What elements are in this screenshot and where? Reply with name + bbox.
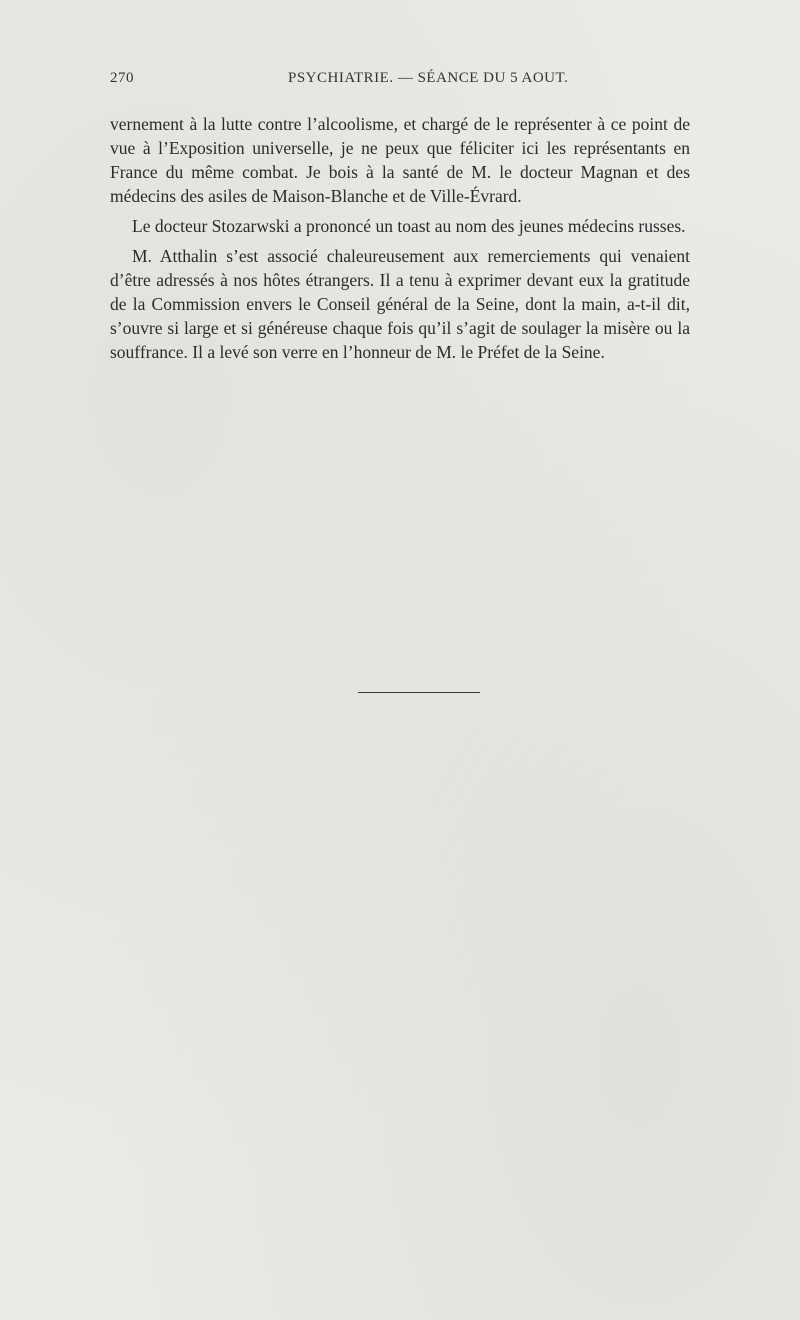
paragraph-stozarwski-toast: Le docteur Stozarwski a prononcé un toast au nom des jeunes médecins russes. (132, 216, 686, 236)
page-header (110, 70, 690, 94)
body-text (110, 112, 690, 364)
running-title: PSYCHIATRIE. — SÉANCE DU 5 AOUT. (288, 70, 569, 86)
page-number: 270 (110, 70, 134, 86)
paragraph-atthalin-remarks: M. Atthalin s’est associé chaleureusement aux remerciements qui venaient d’être adressés à nos hôtes étrangers. Il a tenu à exprimer devant eux la gratitude de la Commission envers le Conseil général de la Seine, dont la main, a-t-il dit, s’ouvre si large et si généreuse chaque fois qu’il s’agit de soulager la misère ou la souffrance. Il a levé son verre en l’honneur de M. le Préfet de la Seine. (110, 246, 690, 362)
paragraph-continuation: vernement à la lutte contre l’alcoolisme, et chargé de le représenter à ce point de vue à l’Exposition universelle, je ne peux que féliciter ici les représentants en France du même combat. Je bois à la santé de M. le docteur Magnan et des médecins des asiles de Maison-Blanche et de Ville-Évrard. (110, 114, 690, 206)
section-end-rule (358, 692, 480, 693)
